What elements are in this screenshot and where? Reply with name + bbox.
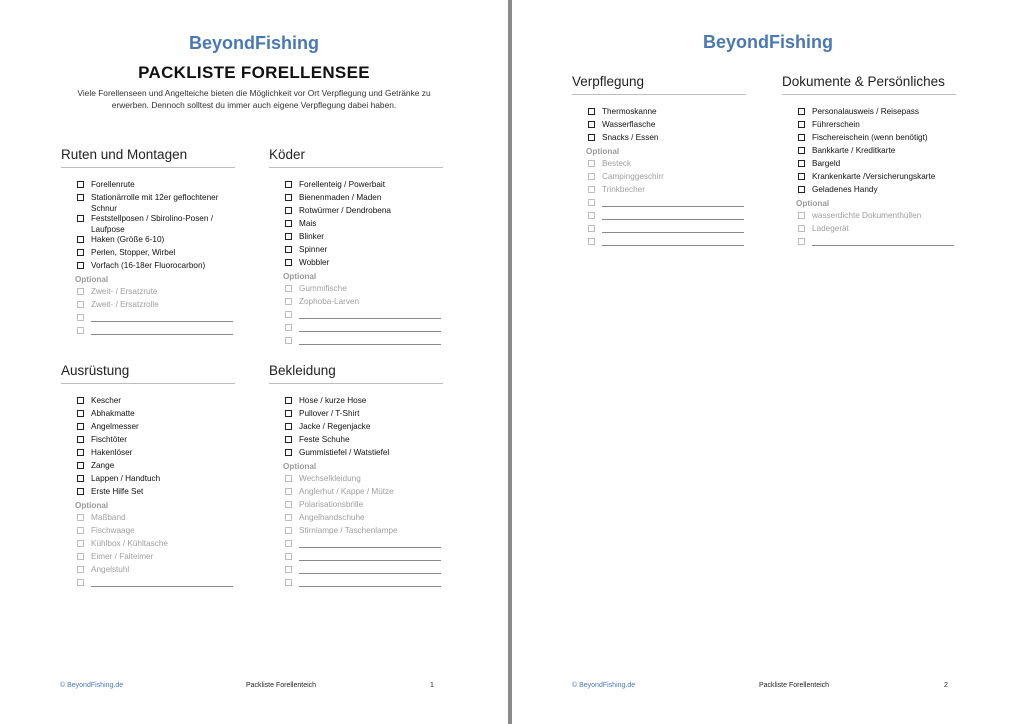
checklist-item [77,448,235,461]
checkbox[interactable] [285,246,292,253]
item-label: Ladegerät [812,224,849,233]
checklist-item [77,180,241,193]
item-label: Anglerhut / Kappe / Mütze [299,487,394,496]
checklist-item [588,107,746,120]
checkbox[interactable] [798,134,805,141]
item-label: wasserdichte Dokumenthüllen [812,211,922,220]
checklist-item [285,245,443,258]
section-title: Ruten und Montagen [61,147,188,162]
item-label: Gummifische [299,284,347,293]
optional-checklist-item [285,565,443,578]
section-verpflegung [572,72,746,250]
checkbox[interactable] [285,410,292,417]
optional-checklist-item [798,237,956,250]
checkbox[interactable] [77,475,84,482]
blank-write-in-line [602,198,744,207]
checkbox[interactable] [77,301,84,308]
optional-checklist-item [77,326,241,339]
checklist-item [798,159,956,172]
checkbox[interactable] [285,311,292,318]
checkbox[interactable] [588,108,595,115]
item-label: Haken (Größe 6-10) [91,235,165,244]
checkbox[interactable] [285,449,292,456]
checklist [572,107,746,250]
item-label: Jacke / Regenjacke [299,422,371,431]
checkbox[interactable] [77,181,84,188]
checklist [269,180,443,349]
checkbox[interactable] [285,337,292,344]
optional-checklist-item [588,198,746,211]
checkbox[interactable] [588,121,595,128]
section-divider [269,383,443,384]
checkbox[interactable] [77,397,84,404]
optional-checklist-item [285,284,443,297]
optional-checklist-item [285,310,443,323]
blank-write-in-line [299,578,441,587]
checkbox[interactable] [588,212,595,219]
checklist [61,180,241,339]
optional-checklist-item [588,185,746,198]
section-ausruestung [61,361,235,591]
item-label: Hose / kurze Hose [299,396,367,405]
checkbox[interactable] [798,147,805,154]
item-label: Thermoskanne [602,107,657,116]
checkbox[interactable] [285,488,292,495]
checklist-item [77,214,241,235]
optional-checklist-item [77,578,235,591]
blank-write-in-line [602,224,744,233]
blank-write-in-line [91,578,233,587]
checkbox[interactable] [285,527,292,534]
checklist-item [77,435,235,448]
checklist [61,396,235,591]
optional-checklist-item [285,500,443,513]
checkbox[interactable] [285,207,292,214]
optional-checklist-item [77,526,235,539]
checklist-item [77,193,241,214]
checklist-item [798,133,956,146]
checklist-item [77,248,241,261]
checkbox[interactable] [77,436,84,443]
checkbox[interactable] [285,514,292,521]
checkbox[interactable] [285,259,292,266]
item-label: Stationärrolle mit 12er geflochtener Schnur [91,193,219,213]
optional-heading: Optional [796,199,830,208]
optional-checklist-item [285,526,443,539]
item-label: Angelhandschuhe [299,513,365,522]
optional-checklist-item [77,287,241,300]
checklist-item [798,120,956,133]
checkbox[interactable] [77,566,84,573]
optional-checklist-item [77,539,235,552]
checkbox[interactable] [77,327,84,334]
checkbox[interactable] [77,527,84,534]
blank-write-in-line [299,310,441,319]
item-label: Wechselkleidung [299,474,361,483]
item-label: Feste Schuhe [299,435,350,444]
checkbox[interactable] [798,186,805,193]
checklist-item [285,219,443,232]
optional-heading: Optional [586,147,620,156]
optional-checklist-item [77,565,235,578]
item-label: Zweit- / Ersatzrute [91,287,158,296]
section-bekleidung [269,361,443,591]
checkbox[interactable] [77,514,84,521]
checkbox[interactable] [285,181,292,188]
item-label: Besteck [602,159,632,168]
checklist-item [77,487,235,500]
checkbox[interactable] [285,298,292,305]
checklist [269,396,443,591]
item-label: Erste Hilfe Set [91,487,144,496]
item-label: Blinker [299,232,325,241]
checklist-item [285,435,443,448]
section-title: Verpflegung [572,74,645,89]
optional-checklist-item [588,172,746,185]
item-label: Bargeld [812,159,841,168]
checkbox[interactable] [588,134,595,141]
checkbox[interactable] [285,233,292,240]
checklist-item [588,120,746,133]
checkbox[interactable] [588,186,595,193]
checklist-item [798,172,956,185]
optional-heading: Optional [75,501,109,510]
item-label: Krankenkarte /Versicherungskarte [812,172,936,181]
checklist-item [285,396,443,409]
checklist-item [285,193,443,206]
brand-title: BeyondFishing [703,32,833,52]
checkbox[interactable] [77,410,84,417]
footer-document-name: Packliste Forellenteich [759,682,830,689]
item-label: Stirnlampe / Taschenlampe [299,526,398,535]
optional-checklist-item [285,539,443,552]
item-label: Fischtöter [91,435,127,444]
item-label: Abhakmatte [91,409,135,418]
section-divider [572,94,746,95]
item-label: Rotwürmer / Dendrobena [299,206,391,215]
page-1 [0,0,508,724]
footer-copyright: © BeyondFishing.de [572,682,636,689]
item-label: Hakenlöser [91,448,133,457]
optional-checklist-item [588,224,746,237]
item-label: Geladenes Handy [812,185,878,194]
item-label: Vorfach (16-18er Fluorocarbon) [91,261,206,270]
item-label: Zange [91,461,115,470]
section-koeder [269,145,443,349]
optional-checklist-item [285,323,443,336]
section-divider [782,94,956,95]
item-label: Spinner [299,245,328,254]
footer-page-number: 2 [944,682,948,689]
checkbox[interactable] [285,436,292,443]
checkbox[interactable] [77,423,84,430]
section-ruten-und-montagen [61,145,241,339]
checklist-item [798,146,956,159]
item-label: Polarisationsbrille [299,500,364,509]
checkbox[interactable] [798,173,805,180]
footer-document-name: Packliste Forellenteich [246,682,317,689]
checklist-item [798,185,956,198]
item-label: Mais [299,219,317,228]
item-label: Snacks / Essen [602,133,659,142]
optional-heading: Optional [283,272,317,281]
item-label: Maßband [91,513,126,522]
checklist-item [285,409,443,422]
checkbox[interactable] [588,173,595,180]
optional-checklist-item [588,237,746,250]
checkbox[interactable] [588,225,595,232]
item-label: Fischwaage [91,526,135,535]
checkbox[interactable] [285,540,292,547]
checkbox[interactable] [77,540,84,547]
footer-copyright: © BeyondFishing.de [60,682,124,689]
checklist-item [285,206,443,219]
checklist-item [77,235,241,248]
optional-checklist-item [285,552,443,565]
checkbox[interactable] [798,121,805,128]
item-label: Bienenmaden / Maden [299,193,382,202]
optional-heading: Optional [75,275,109,284]
blank-write-in-line [602,237,744,246]
checkbox[interactable] [77,488,84,495]
item-label: Personalausweis / Reisepass [812,107,919,116]
checkbox[interactable] [285,324,292,331]
item-label: Wasserflasche [602,120,656,129]
page-2 [512,0,1024,724]
item-label: Lappen / Handtuch [91,474,161,483]
item-label: Trinkbecher [602,185,645,194]
optional-checklist-item [77,300,241,313]
item-label: Campinggeschirr [602,172,664,181]
checkbox[interactable] [77,262,84,269]
checkbox[interactable] [285,501,292,508]
blank-write-in-line [299,323,441,332]
blank-write-in-line [299,539,441,548]
checkbox[interactable] [285,194,292,201]
section-divider [61,167,235,168]
blank-write-in-line [602,211,744,220]
checklist-item [77,409,235,422]
item-label: Forellenrute [91,180,135,189]
blank-write-in-line [91,313,233,322]
item-label: Führerschein [812,120,860,129]
item-label: Angelmesser [91,422,139,431]
item-label: Gummistiefel / Watstiefel [299,448,390,457]
optional-checklist-item [77,552,235,565]
optional-checklist-item [285,297,443,310]
optional-checklist-item [588,159,746,172]
item-label: Pullover / T-Shirt [299,409,360,418]
item-label: Zweit- / Ersatzrolle [91,300,159,309]
checkbox[interactable] [285,285,292,292]
checkbox[interactable] [77,236,84,243]
optional-checklist-item [285,578,443,591]
checkbox[interactable] [588,160,595,167]
section-title: Bekleidung [269,363,336,378]
optional-checklist-item [285,487,443,500]
checkbox[interactable] [798,160,805,167]
checkbox[interactable] [798,212,805,219]
checklist [782,107,956,250]
checklist-item [285,422,443,435]
checkbox[interactable] [285,475,292,482]
optional-checklist-item [588,211,746,224]
footer-page-number: 1 [430,682,434,689]
checkbox[interactable] [77,449,84,456]
document-title: PACKLISTE FORELLENSEE [138,63,370,82]
checkbox[interactable] [285,566,292,573]
item-label: Fischereischein (wenn benötigt) [812,133,928,142]
item-label: Feststellposen / Sbirolino-Posen / Laufpose [91,214,213,234]
checkbox[interactable] [77,579,84,586]
section-title: Ausrüstung [61,363,130,378]
item-label: Kescher [91,396,122,405]
optional-checklist-item [77,313,241,326]
checklist-item [285,180,443,193]
blank-write-in-line [812,237,954,246]
checkbox[interactable] [285,423,292,430]
checkbox[interactable] [798,108,805,115]
item-label: Angelstuhl [91,565,130,574]
checkbox[interactable] [77,314,84,321]
checkbox[interactable] [77,215,84,222]
item-label: Bankkarte / Kreditkarte [812,146,896,155]
checkbox[interactable] [588,238,595,245]
section-title: Köder [269,147,306,162]
checkbox[interactable] [77,194,84,201]
checklist-item [285,448,443,461]
checkbox[interactable] [285,397,292,404]
checkbox[interactable] [77,249,84,256]
section-dokumente-persoenliches [782,72,956,250]
checklist-item [798,107,956,120]
checkbox[interactable] [285,220,292,227]
checklist-item [77,474,235,487]
brand-title: BeyondFishing [189,33,319,53]
intro-text: Viele Forellenseen und Angelteiche bieten die Möglichkeit vor Ort Verpflegung und Getränke zu erwerben. Dennoch solltest du immer auch eigene Verpflegung dabei haben. [77,88,431,110]
blank-write-in-line [299,336,441,345]
checkbox[interactable] [77,462,84,469]
section-divider [61,383,235,384]
item-label: Kühlbox / Kühltasche [91,539,168,548]
blank-write-in-line [299,552,441,561]
checklist-item [77,422,235,435]
checkbox[interactable] [798,238,805,245]
item-label: Perlen, Stopper, Wirbel [91,248,176,257]
checklist-item [588,133,746,146]
optional-checklist-item [798,211,956,224]
checkbox[interactable] [285,579,292,586]
checkbox[interactable] [285,553,292,560]
checklist-item [77,396,235,409]
checkbox[interactable] [588,199,595,206]
checkbox[interactable] [798,225,805,232]
checkbox[interactable] [77,288,84,295]
section-divider [269,167,443,168]
optional-checklist-item [798,224,956,237]
optional-checklist-item [285,513,443,526]
item-label: Zophoba-Larven [299,297,360,306]
item-label: Wobbler [299,258,330,267]
checklist-item [285,232,443,245]
optional-heading: Optional [283,462,317,471]
checklist-item [77,261,241,274]
checklist-item [285,258,443,271]
blank-write-in-line [91,326,233,335]
checkbox[interactable] [77,553,84,560]
item-label: Eimer / Falteimer [91,552,154,561]
section-title: Dokumente & Persönliches [782,74,945,89]
optional-checklist-item [285,474,443,487]
blank-write-in-line [299,565,441,574]
checklist-item [77,461,235,474]
optional-checklist-item [77,513,235,526]
optional-checklist-item [285,336,443,349]
item-label: Forellenteig / Powerbait [299,180,386,189]
